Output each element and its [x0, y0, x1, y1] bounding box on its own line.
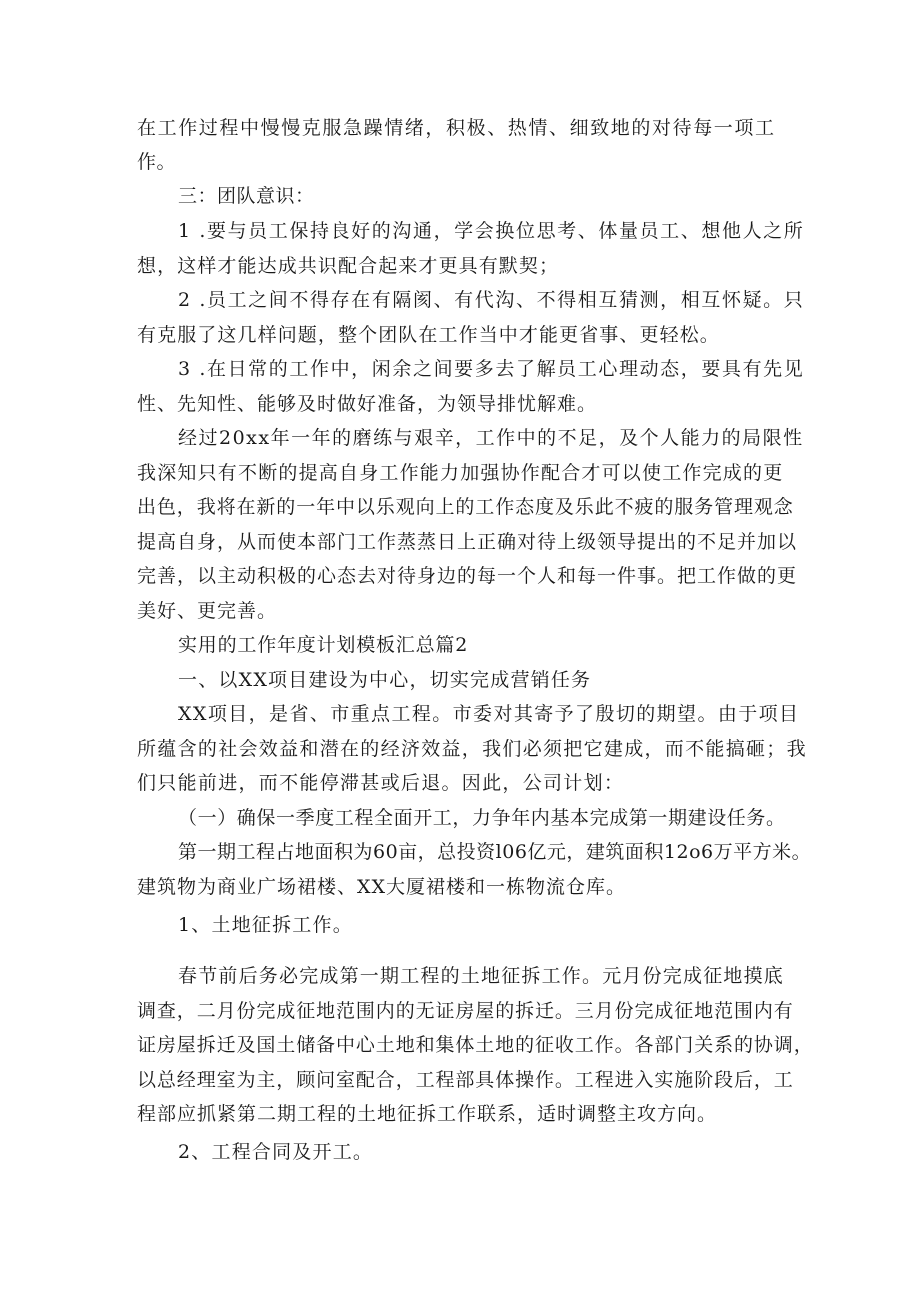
- list-item-continuation: 性、先知性、能够及时做好准备，为领导排忧解难。: [137, 393, 598, 415]
- paragraph-line: 经过20xx年一年的磨练与艰辛，工作中的不足，及个人能力的局限性: [178, 427, 804, 449]
- subsection-heading: （一）确保一季度工程全面开工，力争年内基本完成第一期建设任务。: [178, 807, 786, 829]
- list-item-continuation: 有克服了这几样问题，整个团队在工作当中才能更省事、更轻松。: [137, 324, 720, 346]
- section-heading: 三：团队意识：: [178, 185, 315, 207]
- section-heading: 一、以XX项目建设为中心，切实完成营销任务: [178, 669, 592, 691]
- paragraph-line: 我深知只有不断的提高自身工作能力加强协作配合才可以使工作完成的更: [137, 462, 784, 484]
- paragraph-line: 美好、更完善。: [137, 600, 278, 622]
- paragraph-line: 春节前后务必完成第一期工程的土地征拆工作。元月份完成征地摸底: [178, 965, 785, 987]
- paragraph-line: 调查，二月份完成征地范围内的无证房屋的拆迁。三月份完成征地范围内有: [137, 1000, 794, 1022]
- article-title: 实用的工作年度计划模板汇总篇2: [178, 634, 469, 656]
- paragraph-line: 们只能前进，而不能停滞甚或后退。因此，公司计划：: [137, 772, 625, 794]
- paragraph-line: 完善，以主动积极的心态去对待身边的每一个人和每一件事。把工作做的更: [137, 565, 798, 587]
- numbered-heading: 1、土地征拆工作。: [178, 914, 353, 936]
- paragraph-line: 建筑物为商业广场裙楼、XX大厦裙楼和一栋物流仓库。: [137, 876, 627, 898]
- paragraph-line: 第一期工程占地面积为60亩，总投资l06亿元，建筑面积12o6万平方米。: [178, 841, 812, 863]
- list-item-continuation: 想，这样才能达成共识配合起来才更具有默契；: [137, 255, 560, 277]
- paragraph-line: 提高自身，从而使本部门工作蒸蒸日上正确对待上级领导提出的不足并加以: [137, 531, 798, 553]
- list-item: 1 .要与员工保持良好的沟通，学会换位思考、体量员工、想他人之所: [178, 220, 805, 242]
- paragraph-line: 作。: [137, 151, 177, 173]
- paragraph-line: 在工作过程中慢慢克服急躁情绪，积极、热情、细致地的对待每一项工: [137, 117, 776, 139]
- paragraph-line: 出色，我将在新的一年中以乐观向上的工作态度及乐此不疲的服务管理观念: [137, 496, 794, 518]
- list-item: 3 .在日常的工作中，闲余之间要多去了解员工心理动态，要具有先见: [178, 358, 805, 380]
- list-item: 2 .员工之间不得存在有隔阂、有代沟、不得相互猜测，相互怀疑。只: [178, 289, 805, 311]
- paragraph-line: XX项目，是省、市重点工程。市委对其寄予了殷切的期望。由于项目: [178, 703, 800, 725]
- numbered-heading: 2、工程合同及开工。: [178, 1141, 374, 1163]
- paragraph-line: 所蕴含的社会效益和潜在的经济效益，我们必须把它建成，而不能搞砸；我: [137, 738, 807, 760]
- paragraph-line: 以总经理室为主，顾问室配合，工程部具体操作。工程进入实施阶段后，工: [137, 1069, 794, 1091]
- paragraph-line: 程部应抓紧第二期工程的土地征拆工作联系，适时调整主攻方向。: [137, 1103, 718, 1125]
- paragraph-line: 证房屋拆迁及国土储备中心土地和集体土地的征收工作。各部门关系的协调，: [137, 1034, 814, 1056]
